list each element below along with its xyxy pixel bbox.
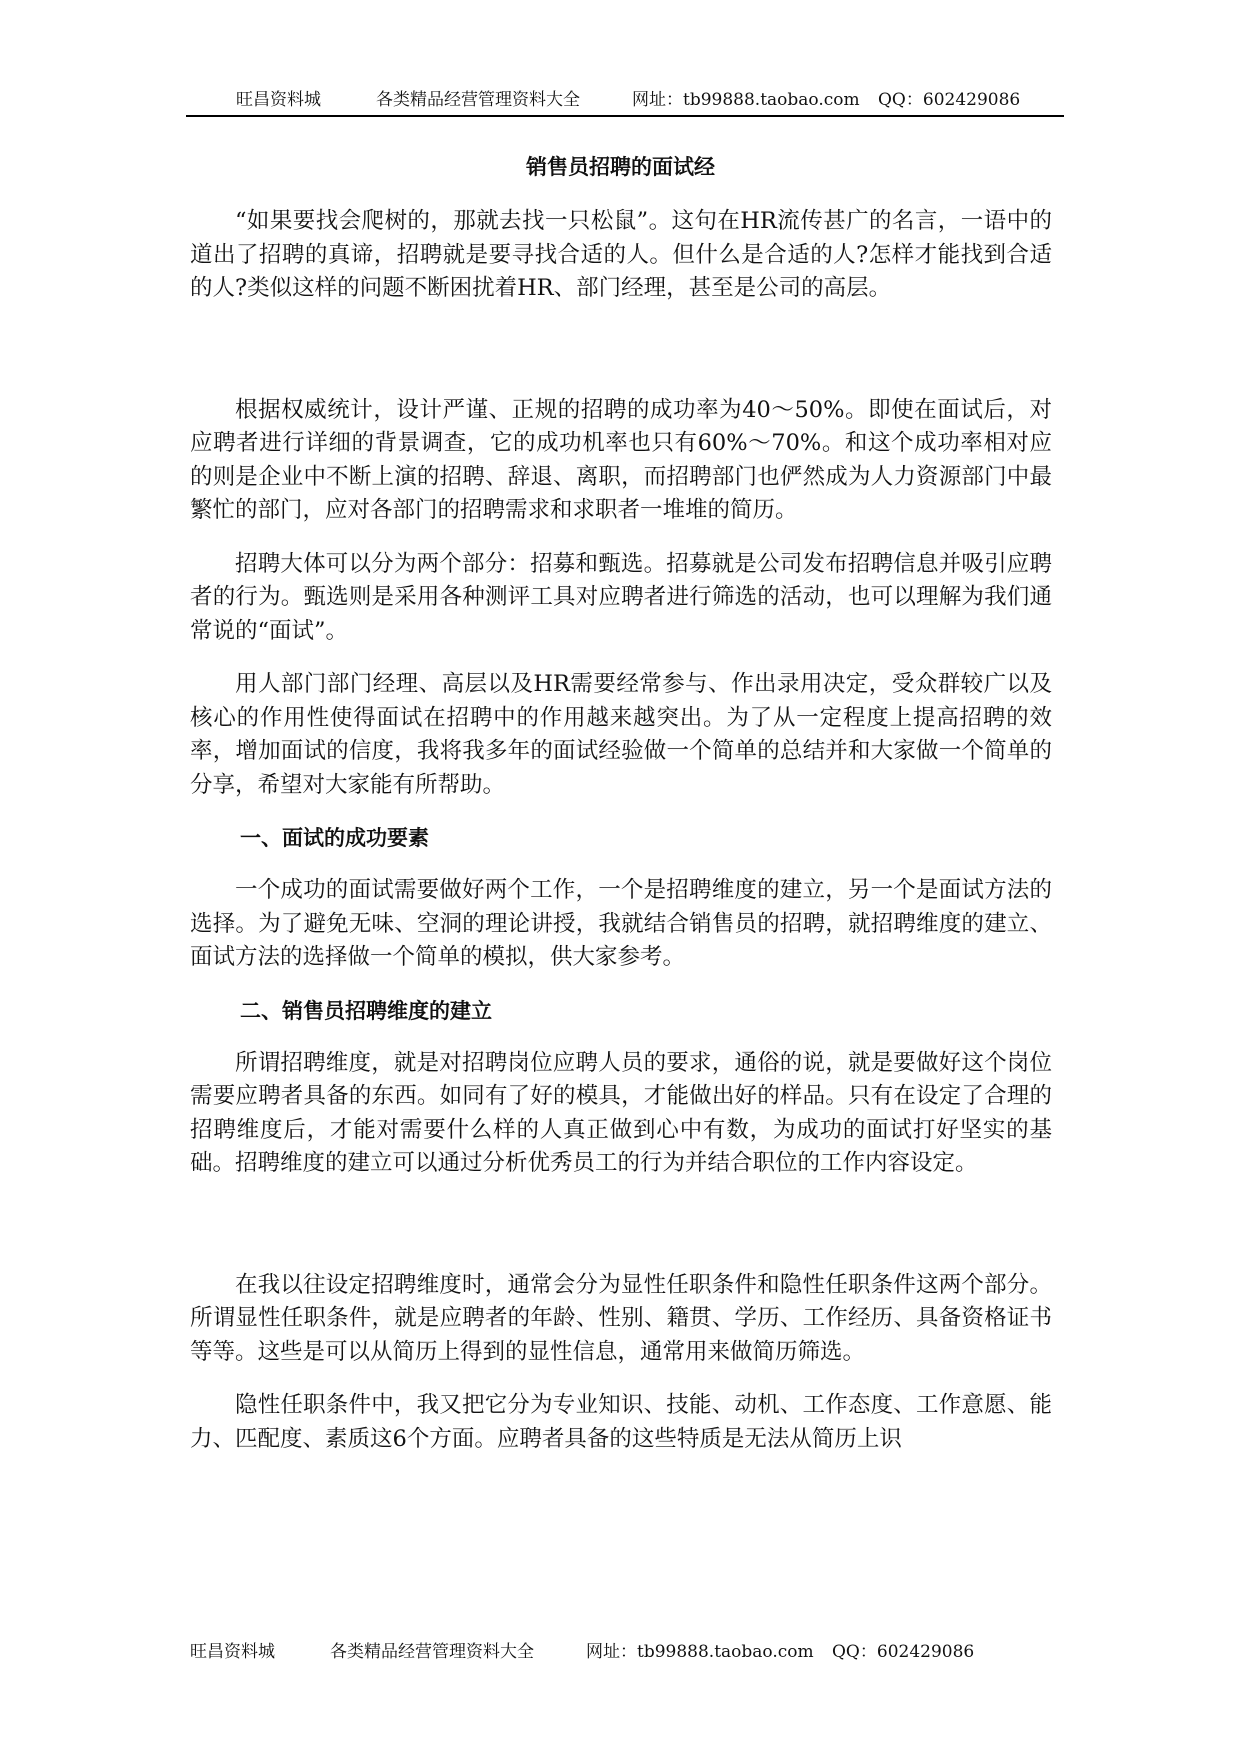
paragraph: 根据权威统计，设计严谨、正规的招聘的成功率为40～50%。即使在面试后，对应聘者进行详细的背景调查，它的成功机率也只有60%～70%。和这个成功率相对应的则是企业中不断上演的招聘、辞退、离职，而招聘部门也俨然成为人力资源部门中最繁忙的部门，应对各部门的招聘需求和求职者一堆堆的简历。 [190, 396, 1052, 523]
document-title: 销售员招聘的面试经 [526, 154, 715, 179]
document-body [190, 205, 1052, 1456]
page-header [186, 88, 1064, 112]
section-heading: 一、面试的成功要素 [240, 825, 429, 850]
paragraph: 招聘大体可以分为两个部分：招募和甄选。招募就是公司发布招聘信息并吸引应聘者的行为。甄选则是采用各种测评工具对应聘者进行筛选的活动，也可以理解为我们通常说的“面试”。 [190, 550, 1052, 644]
page-footer [190, 1640, 1050, 1664]
paragraph: 在我以往设定招聘维度时，通常会分为显性任职条件和隐性任职条件这两个部分。所谓显性任职条件，就是应聘者的年龄、性别、籍贯、学历、工作经历、具备资格证书等等。这些是可以从简历上得到的显性信息，通常用来做简历筛选。 [190, 1271, 1052, 1365]
paragraph: 隐性任职条件中，我又把它分为专业知识、技能、动机、工作态度、工作意愿、能力、匹配度、素质这6个方面。应聘者具备的这些特质是无法从简历上识 [190, 1392, 1052, 1452]
footer-shop-name: 旺昌资料城 [190, 1642, 275, 1662]
paragraph: “如果要找会爬树的，那就去找一只松鼠”。这句在HR流传甚广的名言，一语中的道出了招聘的真谛，招聘就是要寻找合适的人。但什么是合适的人?怎样才能找到合适的人?类似这样的问题不断困扰着HR、部门经理，甚至是公司的高层。 [190, 208, 1052, 301]
section-heading: 二、销售员招聘维度的建立 [240, 997, 492, 1023]
header-qq: QQ：602429086 [878, 90, 1021, 110]
footer-url: 网址：tb99888.taobao.com [586, 1642, 814, 1662]
header-shop-name: 旺昌资料城 [236, 90, 321, 110]
paragraph: 用人部门部门经理、高层以及HR需要经常参与、作出录用决定，受众群较广以及核心的作用性使得面试在招聘中的作用越来越突出。为了从一定程度上提高招聘的效率，增加面试的信度，我将我多年的面试经验做一个简单的总结并和大家做一个简单的分享，希望对大家能有所帮助。 [190, 671, 1052, 798]
header-tagline: 各类精品经营管理资料大全 [376, 90, 580, 110]
header-divider [186, 115, 1064, 117]
footer-tagline: 各类精品经营管理资料大全 [330, 1642, 534, 1662]
paragraph: 一个成功的面试需要做好两个工作，一个是招聘维度的建立，另一个是面试方法的选择。为了避免无味、空洞的理论讲授，我就结合销售员的招聘，就招聘维度的建立、面试方法的选择做一个简单的模拟，供大家参考。 [190, 877, 1052, 970]
footer-qq: QQ：602429086 [832, 1642, 975, 1662]
paragraph: 所谓招聘维度，就是对招聘岗位应聘人员的要求，通俗的说，就是要做好这个岗位需要应聘者具备的东西。如同有了好的模具，才能做出好的样品。只有在设定了合理的招聘维度后，才能对需要什么样的人真正做到心中有数，为成功的面试打好坚实的基础。招聘维度的建立可以通过分析优秀员工的行为并结合职位的工作内容设定。 [190, 1049, 1052, 1176]
header-url: 网址：tb99888.taobao.com [632, 90, 860, 110]
